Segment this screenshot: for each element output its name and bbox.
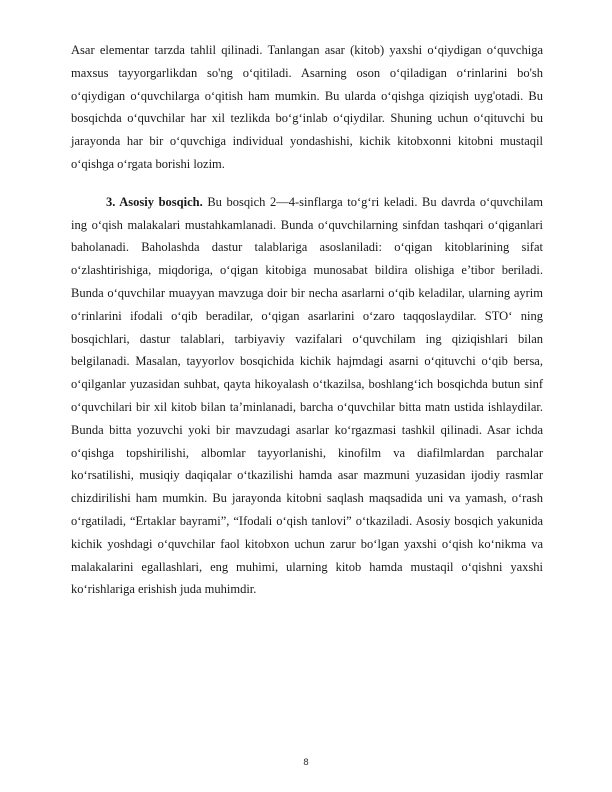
paragraph-2-body: Bu bosqich 2—4-sinflarga to‘g‘ri keladi. Bu davrda o‘quvchilam ing o‘qish malakalari mustahkamlanadi. Bunda o‘quvchilarning sinfdan tashqari o‘qiganlari baholanadi. Baholashda dastur talablariga asoslaniladi: o‘qigan kitoblarining sifat o‘zlashtirishiga, miqdoriga, o‘qigan kitobiga munosabat bildira olishiga e’tibor beriladi. Bunda o‘quvchilar muayyan mavzuga doir bir necha asarlarni o‘qib keladilar, ularning ayrim o‘rinlarini ifodali o‘qib beradilar, o‘qigan asarlarini o‘zaro taqqoslaydilar. STO‘ ning bosqichlari, dastur talablari, tarbiyaviy vazifalari o‘quvchilam ing qiziqishlari bilan belgilanadi. Masalan, tayyorlov bosqichida kichik hajmdagi asarni o‘qituvchi o‘qib bersa, o‘qilganlar yuzasidan suhbat, qayta hikoyalash o‘tkazilsa, boshlang‘ich bosqichda butun sinf o‘quvchilari bir xil kitob bilan ta’minlanadi, barcha o‘quvchilar bitta matn ustida ishlaydilar. Bunda bitta yozuvchi yoki bir mavzudagi asarlar ko‘rgazmasi tashkil qilinadi. Asar ichda o‘qishga topshirilishi, albomlar tayyorlanishi, kinofilm va diafilmlardan parchalar ko‘rsatilishi, musiqiy daqiqalar o‘tkazilishi hamda asar mazmuni yuzasidan ijodiy rasmlar chizdirilishi ham mumkin. Bu jarayonda kitobni saqlash maqsadida uni va yamash, o‘rash o‘rgatiladi, “Ertaklar bayrami”, “Ifodali o‘qish tanlovi” o‘tkaziladi. Asosiy bosqich yakunida kichik yoshdagi o‘quvchilar faol kitobxon uchun zarur bo‘lgan yaxshi o‘qish ko‘nikma va malakalarini egallashlari, eng muhimi, ularning kitob hamda mustaqil o‘qishni yaxshi ko‘rishlariga erishish juda muhimdir. <box>71 194 544 597</box>
page-number: 8 <box>303 758 309 768</box>
paragraph-2 <box>71 191 543 601</box>
paragraph-1: Asar elementar tarzda tahlil qilinadi. Tanlangan asar (kitob) yaxshi o‘qiydigan o‘quvchiga maxsus tayyorgarlikdan so'ng o‘qitiladi. Asarning oson o‘qiladigan o‘rinlarini bo'sh o‘qiydigan o‘quvchilarga o‘qitish ham mumkin. Bu ularda o‘qishga qiziqish uyg'otadi. Bu bosqichda o‘quvchilar har xil tezlikda bo‘g‘inlab o‘qiydilar. Shuning uchun o‘qituvchi bu jarayonda har bir o‘quvchiga individual yondashishi, kichik kitobxonni kitobni mustaqil o‘qishga o‘rgata borishi lozim. <box>71 43 543 171</box>
section-heading: 3. Asosiy bosqich. <box>106 194 203 209</box>
document-page <box>71 39 543 601</box>
